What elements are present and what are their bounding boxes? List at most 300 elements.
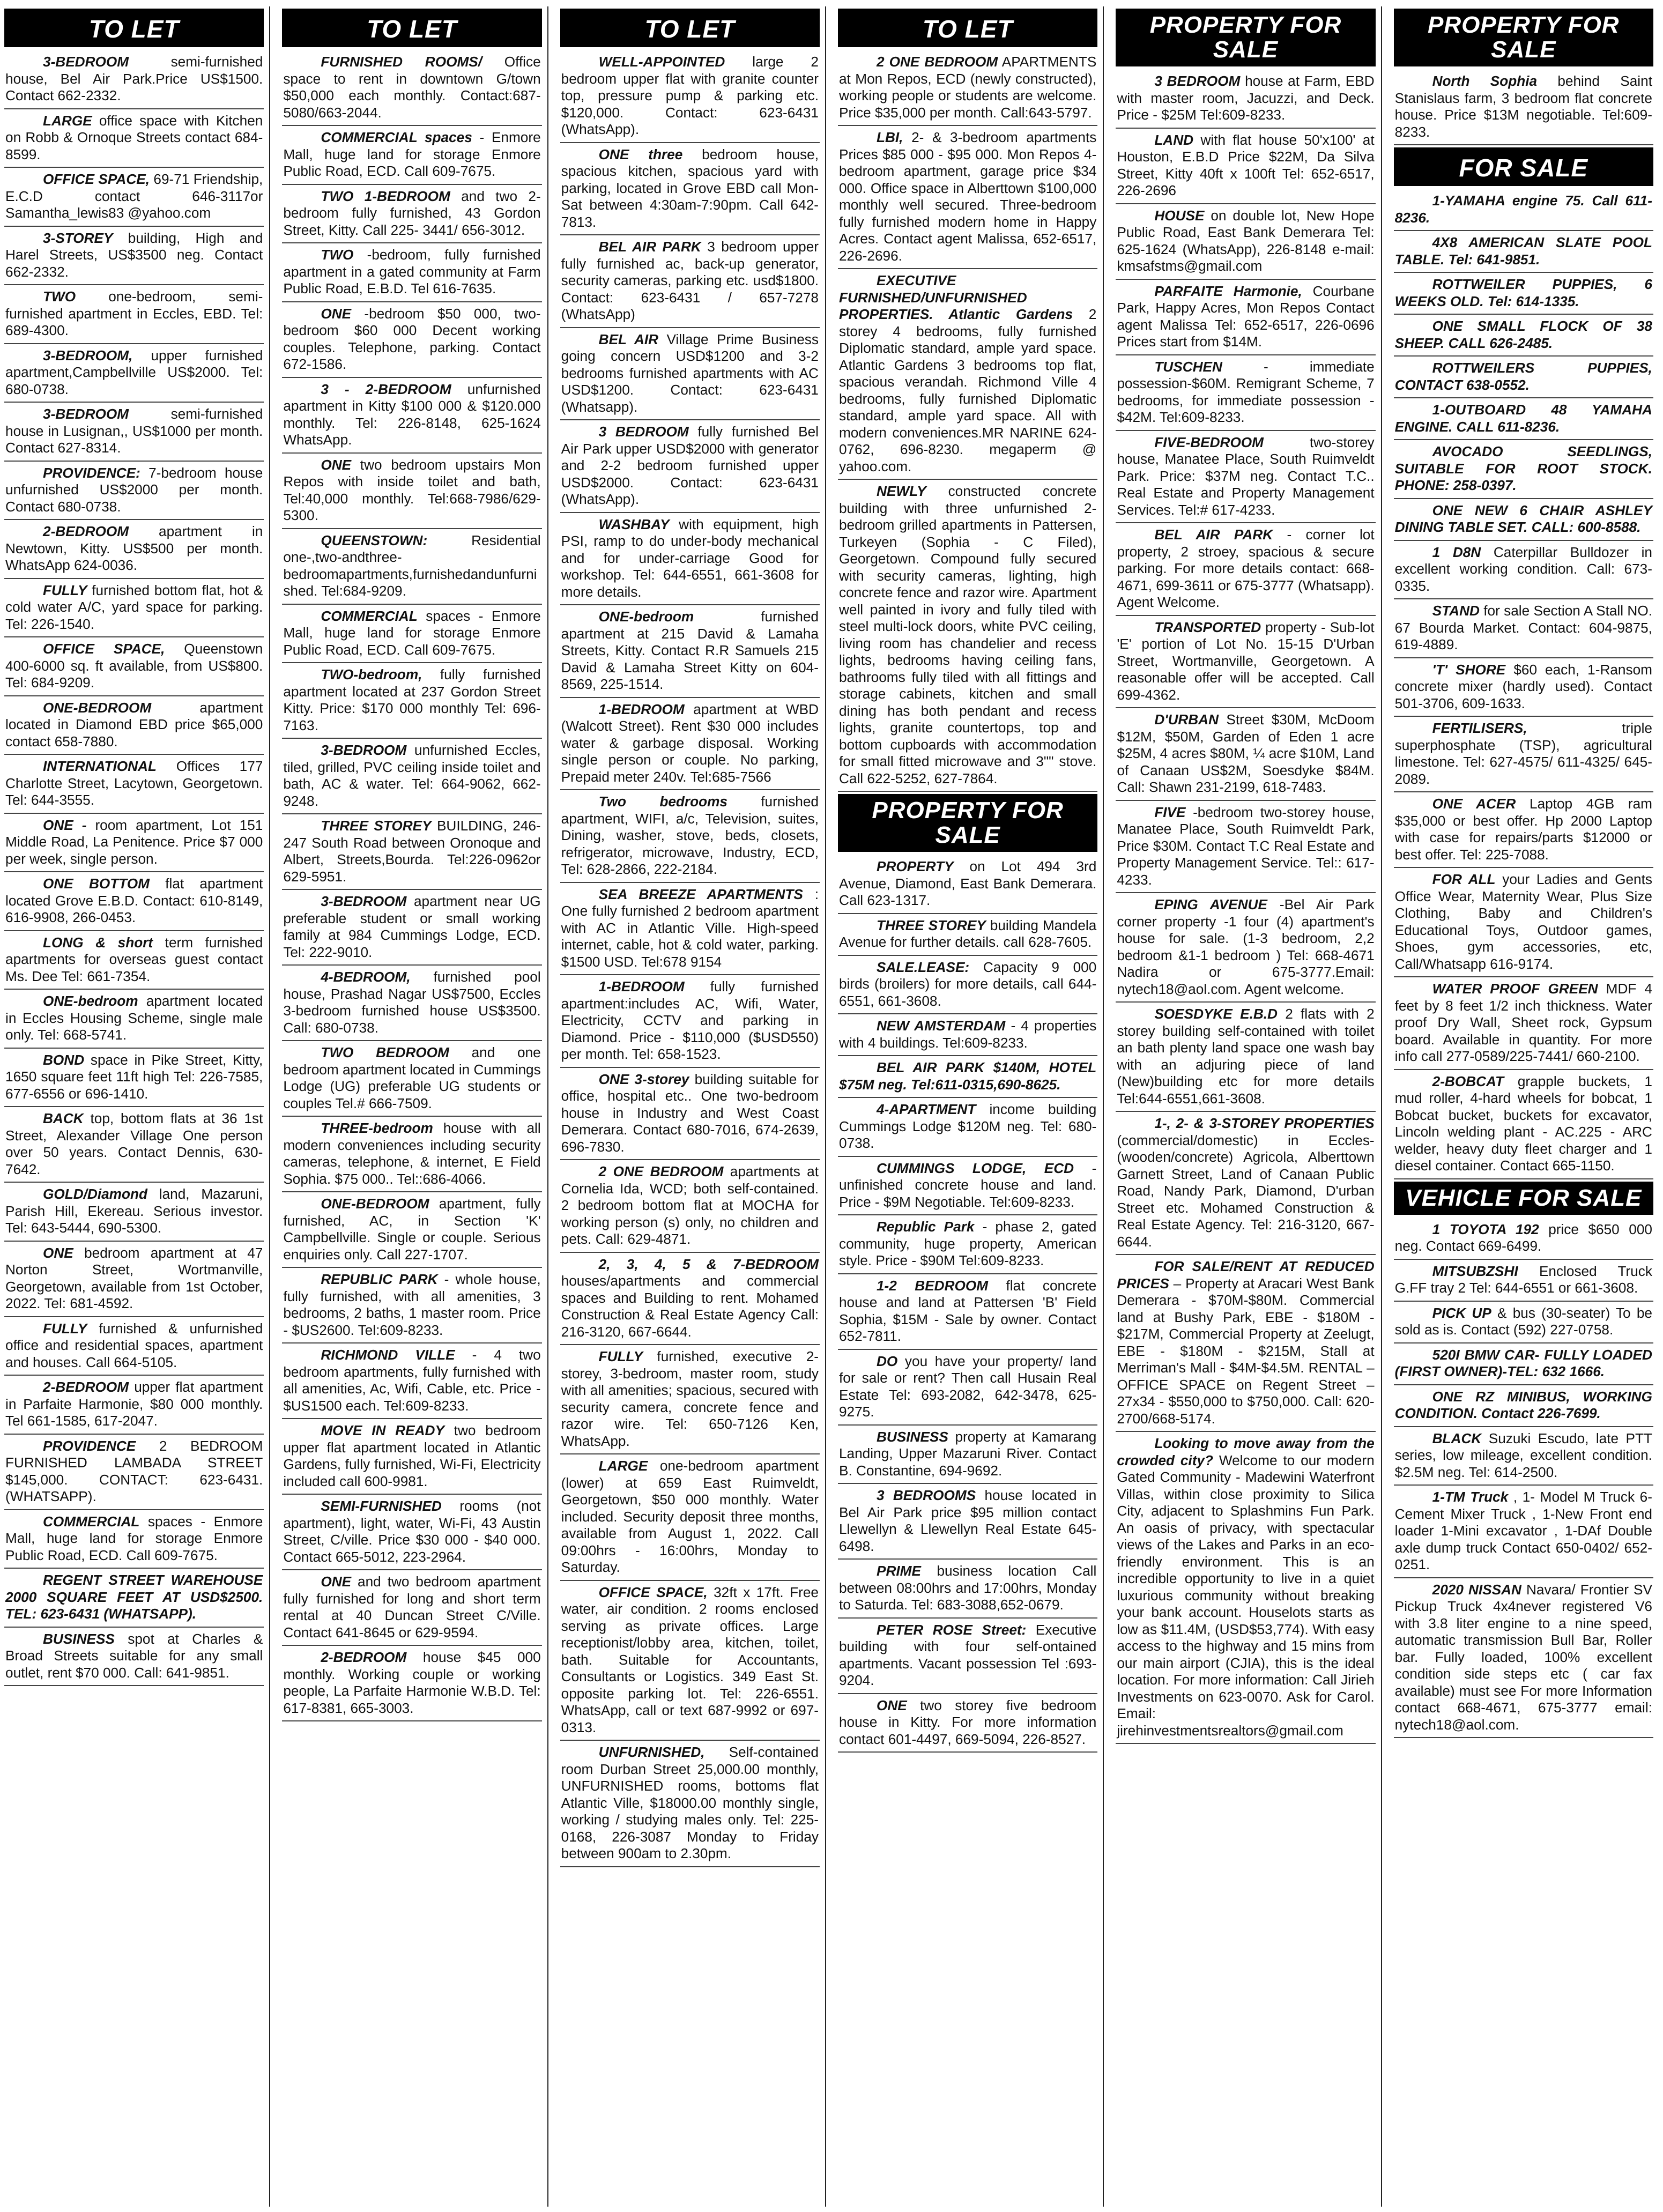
ad-keyword: North Sophia (1432, 73, 1538, 89)
ad-text: you have your property/ land for sale or rent? Then call Husain Real Estate Tel: 693-2082, 642-3478, 625-9275. (838, 1353, 1097, 1420)
ad-keyword: LBI, (876, 129, 903, 145)
ad-text: for sale Section A Stall NO. 67 Bourda Market. Contact: 604-9875, 619-4889. (1394, 603, 1652, 652)
ad-keyword: UNFURNISHED, (598, 1744, 705, 1760)
ad-text: two bedroom upper flat apartment located in Atlantic Gardens, fully furnished, Wi-Fi, Electricity included call 600-9981. (283, 1422, 541, 1489)
classified-ad (4, 579, 264, 638)
classified-ad (560, 235, 820, 328)
ad-keyword: TWO BEDROOM (321, 1044, 449, 1060)
ad-text: Residential one-,two-andthree-bedroomapartments,furnishedandunfurnished. Tel:684-9209. (283, 532, 541, 599)
ad-keyword: 3 BEDROOMS (876, 1487, 976, 1503)
classified-ad (1394, 273, 1653, 315)
classified-ad (1394, 315, 1653, 357)
ad-keyword: 1-, 2- & 3-STOREY PROPERTIES (1154, 1115, 1375, 1131)
classified-ad (4, 403, 264, 462)
ad-keyword: 1-BEDROOM (598, 978, 685, 994)
ad-text: -bedroom $50 000, two-bedroom $60 000 Decent working couples. Telephone, parking. Contact 672-1586. (283, 305, 541, 372)
classified-ad (560, 1741, 820, 1867)
ad-keyword: ONE NEW 6 CHAIR ASHLEY DINING TABLE SET. CALL: 600-8588. (1394, 502, 1652, 535)
ad-text: two storey five bedroom house in Kitty. For more information contact 601-4497, 669-5094, 226-8527. (838, 1697, 1097, 1747)
classified-ad (282, 663, 541, 739)
ad-keyword: ONE (321, 1573, 352, 1590)
ad-text: -bedroom two-storey house, Manatee Place, South Ruimveldt Park, Price $30M. Contact T.C Real Estate and Property Management Service. Tel:: 617-4233. (1117, 804, 1375, 888)
classified-ad (838, 1350, 1097, 1426)
ad-keyword: LAND (1154, 131, 1194, 148)
ad-keyword: ONE SMALL FLOCK OF 38 SHEEP. CALL 626-2485. (1394, 318, 1652, 351)
ad-text: furnished apartment at 215 David & Lamaha Streets, Kitty. Contact R.R Samuels 215 David & Lamaha Street Kitty on 604-8569, 225-1514. (561, 608, 819, 692)
ad-text: -Bel Air Park corner property -1 four (4) apartment's house for sale. (1-3 bedroom, 2,2 bedroom &1-1 bedroom ) Tel: 668-4671 Nadira or 675-3777.Email: nytech18@aol.com. Agent welcome. (1117, 896, 1375, 997)
ad-text: - unfinished concrete house and land. Price - $9M Negotiable. Tel:609-8233. (838, 1160, 1097, 1210)
classifieds-page (4, 6, 1659, 2207)
ad-text: Enclosed Truck G.FF tray 2 Tel: 644-6551 or 661-3608. (1394, 1263, 1652, 1296)
classified-ad (1394, 1427, 1653, 1486)
ad-keyword: MITSUBZSHI (1432, 1263, 1518, 1279)
ad-keyword: OFFICE SPACE, (43, 641, 165, 657)
ad-text: fully furnished apartment located at 237 Gordon Street Kitty. Price: $170 000 monthly Tel: 696-7163. (283, 666, 541, 733)
ad-text: apartment, fully furnished, AC, in Section 'K' Campbellville. Single or couple. Serious enquiries only. Call 227-1707. (283, 1196, 541, 1263)
ad-keyword: 520I BMW CAR- FULLY LOADED (FIRST OWNER)-TEL: 632 1666. (1394, 1346, 1652, 1379)
ad-keyword: OFFICE SPACE, (43, 171, 150, 187)
classified-ad (4, 696, 264, 755)
classified-ad (1116, 893, 1375, 1003)
classified-ad (838, 956, 1097, 1015)
section-header: FOR SALE (1394, 147, 1653, 186)
ad-keyword: 1 TOYOTA 192 (1432, 1221, 1539, 1237)
ad-keyword: PROPERTY (876, 858, 954, 874)
classified-ad (4, 990, 264, 1049)
classified-ad (4, 1183, 264, 1242)
ad-keyword: PRIME (876, 1563, 921, 1579)
classified-ad (560, 50, 820, 143)
classified-ad (560, 975, 820, 1068)
classified-ad (1394, 189, 1653, 231)
ad-text: 2 storey 4 bedrooms, fully furnished Diplomatic standard, ample yard space. Atlantic Gardens 3 bedrooms top flat, spacious verandah. Richmond Ville 4 bedrooms, fully furnished Diplomatic standard, ample yard space. All with modern conveniences.MR NARINE 624-0762, 696-8230. megaperm @ yahoo.com. (838, 306, 1097, 474)
ad-keyword: BEL AIR (598, 331, 659, 347)
section-header: TO LET (282, 9, 541, 47)
ad-keyword: 3-BEDROOM (43, 406, 129, 422)
classified-ad (560, 1160, 820, 1253)
ad-text: Street $30M, McDoom $12M, $50M, Garden of Eden 1 acre $25M, 4 acres $80M, ¼ acre $10M, Land of Canaan US$2M, Soesdyke $84M. Call: Shawn 231-2199, 618-7483. (1117, 711, 1375, 795)
ad-text: one-bedroom apartment (lower) at 659 East Ruimveldt, Georgetown, $50 000 monthly. Water included. Security deposit three months, available from August 1, 2022. Call 09:00hrs - 16:00hrs, Monday to Saturday. (561, 1458, 819, 1575)
ad-text: house at Farm, EBD with master room, Jacuzzi, and Deck. Price - $25M Tel:609-8233. (1117, 73, 1375, 123)
ad-text: : One fully furnished 2 bedroom apartment with AC in Atlantic Ville. High-speed internet, cable, hot & cold water, parking. $1500 USD. Tel:678 9154 (561, 886, 819, 970)
ad-keyword: THREE-bedroom (321, 1120, 433, 1136)
classified-ad (1394, 70, 1653, 145)
ad-keyword: ONE-bedroom (43, 993, 138, 1009)
ad-text: building Mandela Avenue for further details. call 628-7605. (838, 917, 1097, 950)
classified-ad (4, 1107, 264, 1183)
classified-ad (1116, 204, 1375, 280)
ad-text: furnished & unfurnished office and residential spaces, apartment and houses. Call 664-5105. (5, 1320, 263, 1370)
ad-keyword: ROTTWEILERS PUPPIES, CONTACT 638-0552. (1394, 360, 1652, 393)
ad-keyword: INTERNATIONAL (43, 758, 157, 774)
ad-text: Executive building with four self-ontained apartments. Vacant possession Tel :693-9204. (838, 1621, 1097, 1688)
ad-text: - 4 properties with 4 buildings. Tel:609-8233. (838, 1018, 1097, 1051)
classified-ad (1394, 599, 1653, 658)
classified-ad (282, 1343, 541, 1419)
ad-text: house located in Bel Air Park price $95 million contact Llewellyn & Llewellyn Real Estate 645-6498. (838, 1487, 1097, 1554)
classified-ad (838, 1098, 1097, 1157)
ad-text: price $650 000 neg. Contact 669-6499. (1394, 1221, 1652, 1254)
ad-keyword: LARGE (43, 112, 92, 129)
ad-text: property at Kamarang Landing, Upper Mazaruni River. Contact B. Constantine, 694-9692. (838, 1428, 1097, 1479)
classified-ad (560, 1253, 820, 1346)
ad-keyword: BEL AIR PARK (598, 239, 701, 255)
classified-ad (4, 814, 264, 873)
classified-ad (282, 605, 541, 664)
classified-ad (4, 227, 264, 286)
classified-ad (282, 302, 541, 378)
classified-ad (4, 109, 264, 168)
ad-text: (commercial/domestic) in Eccles-(wooden/concrete) Agricola, Alberttown Garnett Street, Land of Canaan Public Road, Nandy Park, Diamond, D'urban Street etc. Mohamed Construction & Real Estate Agency. Tel: 216-3120, 667-6644. (1117, 1132, 1375, 1250)
ad-keyword: ONE RZ MINIBUS, WORKING CONDITION. Contact 226-7699. (1394, 1388, 1652, 1421)
ad-keyword: SEMI-FURNISHED (321, 1498, 442, 1514)
section-header: PROPERTY FOR SALE (1394, 9, 1653, 66)
ad-text: with flat house 50'x100' at Houston, E.B.D Price $22M, Da Silva Street, Kitty 40ft x 100ft Tel: 652-6517, 226-2696 (1117, 131, 1375, 198)
classified-ad (1116, 355, 1375, 431)
ad-text: business location Call between 08:00hrs and 17:00hrs, Monday to Saturda. Tel: 683-3088,652-0679. (838, 1563, 1097, 1613)
ad-text: fully furnished apartment:includes AC, Wifi, Water, Electricity, CCTV and parking in Diamond. Price - $110,000 ($USD550) per month. Tel: 658-1523. (561, 978, 819, 1062)
classified-ad (838, 855, 1097, 914)
ad-text: semi-furnished house in Lusignan,, US$1000 per month. Contact 627-8314. (5, 406, 263, 456)
ad-keyword: ONE ACER (1432, 796, 1516, 812)
ad-keyword: 1-BEDROOM (598, 701, 685, 717)
classified-ad (282, 1570, 541, 1646)
ad-keyword: BUSINESS (43, 1630, 115, 1647)
classified-ad (1394, 1343, 1653, 1385)
section-header: TO LET (560, 9, 820, 47)
ad-text: furnished apartment, WIFI, a/c, Television, suites, Dining, washer, stove, beds, closets, refrigerator, microwave, Industry, ECD, Tel: 628-2866, 222-2184. (561, 793, 819, 877)
ad-keyword: Republic Park (876, 1219, 975, 1235)
column-6 (1394, 6, 1659, 2207)
classified-ad (1394, 1218, 1653, 1260)
ad-keyword: 3 BEDROOM (1154, 73, 1241, 89)
ad-keyword: 2, 3, 4, 5 & 7-BEDROOM (598, 1256, 819, 1272)
ad-text: Self-contained room Durban Street 25,000.00 monthly, UNFURNISHED rooms, bottoms flat Atlantic Ville, $18000.00 monthly single, working / studying males only. Tel: 225-0168, 226-3087 Monday to Friday between 900am to 2.30pm. (561, 1744, 819, 1861)
ad-keyword: COMMERCIAL (43, 1513, 140, 1530)
ad-keyword: BEL AIR PARK $140M, HOTEL $75M neg. Tel:611-0315,690-8625. (838, 1059, 1097, 1093)
ad-text: -bedroom, fully furnished apartment in a gated community at Farm Public Road, E.B.D. Tel 616-7635. (283, 247, 541, 296)
classified-ad (282, 814, 541, 890)
classified-ad (560, 883, 820, 976)
ad-keyword: BEL AIR PARK (1154, 526, 1273, 543)
ad-text: furnished, executive 2-storey, 3-bedroom, master room, study with all amenities; spacious, secured with security camera, concrete fence and razor wire. Tel: 650-7126 Ken, WhatsApp. (561, 1348, 819, 1449)
classified-ad (4, 168, 264, 227)
column-5 (1116, 6, 1382, 2207)
classified-ad (4, 520, 264, 579)
classified-ad (1394, 792, 1653, 868)
ad-keyword: 1-TM Truck (1432, 1489, 1509, 1505)
ad-keyword: ONE-BEDROOM (43, 699, 152, 716)
ad-text: Queenstown 400-6000 sq. ft available, from US$800. Tel: 684-9209. (5, 641, 263, 691)
ad-text: apartment at WBD (Walcott Street). Rent $30 000 includes water & garbage disposal. Working single person or couple. No parking, Prepaid meter 240v. Tel:685-7566 (561, 701, 819, 785)
ad-keyword: 1 D8N (1432, 544, 1481, 560)
classified-ad (838, 480, 1097, 792)
classified-ad (1394, 1260, 1653, 1302)
classified-ad (838, 1157, 1097, 1216)
ad-keyword: BUSINESS (876, 1428, 948, 1445)
classified-ad (1116, 280, 1375, 355)
ad-text: 7-bedroom house unfurnished US$2000 per month. Contact 680-0738. (5, 464, 263, 515)
classified-ad (4, 50, 264, 109)
ad-text: Navara/ Frontier SV Pickup Truck 4x4never registered V6 with 3.8 liter engine to a nine speed, automatic transmission Bull Bar, Roller bar. Fully loaded, 100% excellent condition side steps etc ( car fax available) must see For more Information contact 668-4671, 675-3777 email: nytech18@aol.com. (1394, 1581, 1652, 1733)
classified-ad (4, 1049, 264, 1108)
column-4 (838, 6, 1104, 2207)
classified-ad (282, 50, 541, 126)
ad-keyword: QUEENSTOWN: (321, 532, 428, 548)
classified-ad (1394, 231, 1653, 273)
ad-text: two-storey house, Manatee Place, South Ruimveldt Park. Price: $37M neg. Contact T.C.. Real Estate and Property Management Services. Tel:# 617-4233. (1117, 434, 1375, 518)
ad-keyword: 2020 NISSAN (1432, 1581, 1521, 1598)
ad-keyword: EPING AVENUE (1154, 896, 1267, 912)
ad-keyword: STAND (1432, 603, 1480, 619)
classified-ad (560, 420, 820, 513)
ad-keyword: REGENT STREET WAREHOUSE 2000 SQUARE FEET AT USD$2500. TEL: 623-6431 (WHATSAPP). (5, 1572, 263, 1622)
ad-text: behind Saint Stanislaus farm, 3 bedroom flat concrete house. Price $13M negotiable. Tel:609-8233. (1394, 73, 1652, 140)
classified-ad (1116, 708, 1375, 801)
classified-ad (838, 914, 1097, 956)
ad-text: unfurnished Eccles, tiled, grilled, PVC ceiling inside toilet and bath, AC & water. Tel: 664-9062, 662-9248. (283, 742, 541, 809)
classified-ad (282, 890, 541, 966)
ad-keyword: OFFICE SPACE, (598, 1584, 708, 1600)
classified-ad (282, 454, 541, 529)
classified-ad (838, 1215, 1097, 1274)
ad-keyword: PROVIDENCE (43, 1437, 136, 1454)
ad-keyword: NEWLY (876, 483, 926, 499)
ad-keyword: PROVIDENCE: (43, 464, 140, 481)
classified-ad (838, 1619, 1097, 1694)
ad-text: on Lot 494 3rd Avenue, Diamond, East Bank Demerara. Call 623-1317. (838, 858, 1097, 908)
ad-keyword: EXECUTIVE FURNISHED/UNFURNISHED PROPERTIES. Atlantic Gardens (838, 272, 1073, 322)
ad-keyword: ONE 3-storey (598, 1071, 689, 1087)
column-1 (4, 6, 270, 2207)
classified-ad (282, 126, 541, 185)
ad-keyword: ONE (321, 456, 352, 473)
column-2 (282, 6, 548, 2207)
classified-ad (838, 1056, 1097, 1098)
ad-text: spaces - Enmore Mall, huge land for storage Enmore Public Road, ECD. Call 609-7675. (5, 1513, 263, 1563)
ad-keyword: 2-BEDROOM (43, 1379, 129, 1395)
classified-ad (4, 1435, 264, 1510)
classified-ad (560, 143, 820, 236)
classified-ad (1116, 431, 1375, 524)
ad-text: 69-71 Friendship, E.C.D contact 646-3117or Samantha_lewis83 @yahoo.com (5, 171, 263, 221)
ad-keyword: D'URBAN (1154, 711, 1219, 728)
ad-keyword: PARFAITE Harmonie, (1154, 283, 1302, 299)
ad-text: and two bedroom apartment fully furnished for long and short term rental at 40 Duncan Street C/Ville. Contact 641-8645 or 629-9594. (283, 1573, 541, 1641)
ad-keyword: 1-YAMAHA engine 75. Call 611-8236. (1394, 192, 1652, 226)
ad-keyword: FURNISHED ROOMS/ (321, 54, 482, 70)
ad-keyword: REPUBLIC PARK (321, 1271, 438, 1287)
classified-ad (282, 1646, 541, 1721)
ad-keyword: TUSCHEN (1154, 358, 1222, 375)
ad-text: Caterpillar Bulldozer in excellent working condition. Call: 673-0335. (1394, 544, 1652, 594)
ad-text: on double lot, New Hope Public Road, East Bank Demerara Tel: 625-1624 (WhatsApp), 226-8148 e-mail: kmsafstms@gmail.com (1117, 207, 1375, 274)
classified-ad (838, 1484, 1097, 1560)
column-3 (560, 6, 826, 2207)
ad-text: 32ft x 17ft. Free water, air condition. 2 rooms enclosed serving as private offices. Large receptionist/lobby area, kitchen, toilet, bath. Suitable for Accountants, Consultants or Logistics. 349 East St. opposite parking lot. Tel: 226-6551. WhatsApp, call or text 687-9992 or 697-0313. (561, 1584, 819, 1735)
classified-ad (1394, 440, 1653, 499)
ad-keyword: PETER ROSE Street: (876, 1621, 1027, 1638)
ad-text: - corner lot property, 2 stroey, spacious & secure parking. For more details contact: 668-4671, 699-3611 or 675-3777 (Whatsapp). Agent Welcome. (1117, 526, 1375, 610)
ad-text: spaces - Enmore Mall, huge land for storage Enmore Public Road, ECD. Call 609-7675. (283, 607, 541, 658)
ad-text: Village Prime Business going concern USD$1200 and 3-2 bedrooms furnished apartments with AC USD$1200. Contact: 623-6431 (Whatsapp). (561, 331, 819, 415)
ad-keyword: WELL-APPOINTED (598, 54, 725, 70)
ad-keyword: 4-APARTMENT (876, 1101, 976, 1117)
ad-text: - whole house, fully furnished, with all amenities, 3 bedrooms, 2 baths, 1 master room. Price - $US2600. Tel:609-8233. (283, 1271, 541, 1338)
classified-ad (1394, 717, 1653, 792)
section-header: TO LET (4, 9, 264, 47)
classified-ad (838, 50, 1097, 126)
ad-keyword: FULLY (43, 1320, 87, 1337)
ad-text: house with all modern conveniences including security cameras, telephone, & internet, E Field Sophia. $75 000.. Tel::686-4066. (283, 1120, 541, 1187)
ad-text: MDF 4 feet by 8 feet 1/2 inch thickness. Water proof Dry Wall, Sheet rock, Gypsum board. Available in quantity. For more info call 277-0589/225-7441/ 660-2100. (1394, 981, 1652, 1064)
ad-keyword: 4-BEDROOM, (321, 969, 411, 985)
classified-ad (1116, 801, 1375, 894)
ad-text: houses/apartments and commercial spaces and Building to rent. Mohamed Construction & Real Estate Agency Call: 216-3120, 667-6644. (561, 1273, 819, 1340)
ad-keyword: 2 ONE BEDROOM (598, 1163, 724, 1179)
classified-ad (4, 1376, 264, 1435)
ad-keyword: ONE three (598, 146, 683, 162)
ad-keyword: ONE - (43, 816, 87, 833)
ad-keyword: ROTTWEILER PUPPIES, 6 WEEKS OLD. Tel: 614-1335. (1394, 276, 1652, 309)
classified-ad (282, 1117, 541, 1192)
classified-ad (560, 328, 820, 421)
classified-ad (1116, 616, 1375, 709)
ad-text: flat apartment located Grove E.B.D. Contact: 610-8149, 616-9908, 266-0453. (5, 875, 263, 925)
classified-ad (1394, 398, 1653, 440)
classified-ad (1394, 1385, 1653, 1427)
classified-ad (4, 1510, 264, 1569)
classified-ad (4, 285, 264, 344)
ad-keyword: 3 BEDROOM (598, 424, 689, 440)
ad-keyword: 1-OUTBOARD 48 YAMAHA ENGINE. CALL 611-8236. (1394, 402, 1652, 435)
ad-text: two bedroom upstairs Mon Repos with inside toilet and bath, Tel:40,000 monthly. Tel:668-7986/629-5300. (283, 456, 541, 523)
classified-ad (4, 1628, 264, 1687)
classified-ad (4, 637, 264, 696)
ad-keyword: CUMMINGS LODGE, ECD (876, 1160, 1074, 1176)
ad-keyword: 2-BOBCAT (1432, 1073, 1504, 1089)
ad-keyword: ONE (43, 1244, 73, 1261)
ad-keyword: FIVE (1154, 804, 1186, 820)
classified-ad (1116, 129, 1375, 204)
ad-keyword: 3-STOREY (43, 229, 113, 246)
ad-keyword: MOVE IN READY (321, 1422, 444, 1438)
ad-text: APARTMENTS at Mon Repos, ECD (newly constructed), working people or students are welcome. Price $35,000 per month. Call:643-5797. (838, 54, 1097, 121)
ad-text: apartment located in Diamond EBD price $65,000 contact 658-7880. (5, 699, 263, 749)
classified-ad (560, 513, 820, 606)
ad-text: grapple buckets, 1 mud roller, 4-hard wheels for bobcat, 1 Bobcat bucket, buckets for excavator, Lincoln welding plant - AC.225 - ARC welder, heavy duty fleet charger and 1 diesel container. Contact 665-1150. (1394, 1073, 1652, 1174)
ad-keyword: COMMERCIAL (321, 607, 418, 624)
classified-ad (838, 1426, 1097, 1484)
classified-ad (4, 931, 264, 990)
ad-keyword: TWO (321, 247, 354, 263)
ad-keyword: TRANSPORTED (1154, 619, 1261, 635)
ad-text: constructed concrete building with three unfurnished 2-bedroom grilled apartments in Pattersen, Turkeyen (Sophia - C Filed), Georgetown. Compound fully secured with security cameras, lighting, high concrete fence and razor wire. Apartment well painted in ivory and fully tiled with steel multi-lock doors, white PVC ceiling, living room has chandelier and recess lights, bedrooms having ceiling fans, bathrooms fully tiled with all fittings and storage cabinets, kitchen and small dining has both pendant and recess lights, granite countertops, top and bottom cupboards with accommodation for small fitted microwave and 3"" stove. Call 622-5252, 627-7864. (838, 483, 1097, 786)
ad-text: BUILDING, 246-247 South Road between Oronoque and Albert, Streets,Bourda. Tel:226-0962or 629-5951. (283, 818, 541, 885)
classified-ad (282, 185, 541, 244)
ad-keyword: FERTILISERS, (1432, 720, 1527, 736)
classified-ad (282, 1041, 541, 1117)
ad-text: room apartment, Lot 151 Middle Road, La Penitence. Price $7 000 per week, single person. (5, 816, 263, 867)
ad-keyword: 3-BEDROOM (43, 54, 129, 70)
ad-text: 2- & 3-bedroom apartments Prices $85 000 - $95 000. Mon Repos 4-bedroom apartment, garage price $34 000. Office space in Alberttown $100,000 monthly well secured. Three-bedroom fully furnished modern home in Happy Acres. Contact agent Malissa, 652-6517, 226-2696. (838, 129, 1097, 264)
classified-ad (282, 1419, 541, 1495)
ad-keyword: TWO-bedroom, (321, 666, 422, 682)
ad-keyword: BACK (43, 1110, 84, 1126)
ad-keyword: SOESDYKE E.B.D (1154, 1006, 1278, 1022)
classified-ad (1116, 1003, 1375, 1112)
ad-keyword: BOND (43, 1051, 85, 1068)
ad-text: rooms (not apartment), light, water, Wi-Fi, 43 Austin Street, C/ville. Price $30 000 - $40 000. Contact 665-5012, 223-2964. (283, 1498, 541, 1565)
ad-keyword: 3-BEDROOM (321, 893, 407, 909)
ad-text: & bus (30-seater) To be sold as is. Contact (592) 227-0758. (1394, 1304, 1652, 1338)
ad-text: Laptop 4GB ram $35,000 or best offer. Hp 2000 Laptop with case for repairs/parts $12000 or best offer. Tel: 225-7088. (1394, 796, 1652, 863)
ad-text: Welcome to our modern Gated Community - Madewini Waterfront Villas, within close proximity to Silica City, adjacent to Splashmins Fun Park. An oasis of privacy, with spectacular views of the Lakes and Parks in an eco-friendly environment. This is an incredible opportunity to live in a quiet luxurious community without breaking your bank account. Houselots starts as low as $11.4M, (USD$53,774). With easy access to the highway and 15 mins from our main airport (CJIA), this is the ideal location. For more information: Call Jirieh Investments on 623-0070. Ask for Carol. Email: jirehinvestmentsrealtors@gmail.com (1117, 1452, 1375, 1739)
ad-text: fully furnished Bel Air Park upper USD$2000 with generator and 2-2 bedroom furnished upper USD$2000. Contact: 623-6431 (WhatsApp). (561, 424, 819, 507)
section-header: TO LET (838, 9, 1097, 47)
ad-text: - 4 two bedroom apartments, fully furnished with all amenities, Ac, Wifi, Cable, etc. Price - $US1500 each. Tel:609-8233. (283, 1347, 541, 1414)
ad-text: spot at Charles & Broad Streets suitable for any small outlet, rent $70 000. Call: 641-9851. (5, 1630, 263, 1681)
ad-keyword: FULLY (43, 582, 87, 598)
ad-text: apartment in Newtown, Kitty. US$500 per month. WhatsApp 624-0036. (5, 523, 263, 573)
classified-ad (1116, 1432, 1375, 1744)
classified-ad (4, 1317, 264, 1376)
classified-ad (1394, 1302, 1653, 1343)
ad-text: - immediate possession-$60M. Remigrant Scheme, 7 bedrooms, for immediate possession - $42M. Tel:609-8233. (1117, 358, 1375, 425)
ad-keyword: LONG & short (43, 934, 153, 951)
ad-text: land, Mazaruni, Parish Hill, Ekereau. Serious investor. Tel: 643-5444, 690-5300. (5, 1186, 263, 1236)
ad-text: 2 flats with 2 storey building self-contained with toilet an bath plenty land space one wash bay with an adjuring piece of land (New)building etc for more details Tel:644-6551,661-3608. (1117, 1006, 1375, 1107)
ad-text: building, High and Harel Streets, US$3500 neg. Contact 662-2332. (5, 229, 263, 280)
ad-keyword: SEA BREEZE APARTMENTS (598, 886, 803, 902)
ad-text: triple superphosphate (TSP), agricultural limestone. Tel: 627-4575/ 611-4325/ 645-2089. (1394, 720, 1652, 787)
classified-ad (282, 529, 541, 605)
classified-ad (1116, 1255, 1375, 1432)
classified-ad (1394, 1070, 1653, 1179)
ad-text: 2 BEDROOM FURNISHED LAMBADA STREET $145,000. CONTACT: 623-6431. (WHATSAPP). (5, 1437, 263, 1504)
classified-ad (1394, 1578, 1653, 1739)
classified-ad (560, 1068, 820, 1161)
ad-text: top, bottom flats at 36 1st Street, Alexander Village One person over 50 years. Contact Dennis, 630-7642. (5, 1110, 263, 1177)
classified-ad (560, 1345, 820, 1454)
ad-text: Suzuki Escudo, late PTT series, low mileage, excellent condition. $2.5M neg. Tel: 614-2500. (1394, 1430, 1652, 1480)
classified-ad (560, 698, 820, 791)
classified-ad (1394, 868, 1653, 977)
ad-text: apartments at Cornelia Ida, WCD; both self-contained. 2 bedroom bottom flat at MOCHA for working person (s) only, no children and pets. Call: 629-4871. (561, 1163, 819, 1247)
classified-ad (838, 269, 1097, 480)
ad-keyword: THREE STOREY (876, 917, 986, 933)
ad-text: apartment located in Eccles Housing Scheme, single male only. Tel: 668-5741. (5, 993, 263, 1043)
ad-text: one-bedroom, semi-furnished apartment in Eccles, EBD. Tel: 689-4300. (5, 288, 263, 338)
ad-keyword: FULLY (598, 1348, 643, 1364)
ad-keyword: AVOCADO SEEDLINGS, SUITABLE FOR ROOT STOCK. PHONE: 258-0397. (1394, 443, 1652, 493)
ad-text: Office space to rent in downtown G/town $50,000 each monthly. Contact:687-5080/663-2044. (283, 54, 541, 121)
ad-keyword: BLACK (1432, 1430, 1482, 1446)
ad-keyword: HOUSE (1154, 207, 1205, 224)
ad-keyword: ONE (321, 305, 352, 322)
section-header: VEHICLE FOR SALE (1394, 1182, 1653, 1215)
ad-keyword: TWO (43, 288, 76, 305)
ad-text: house $45 000 monthly. Working couple or working people, La Parfaite Harmonie W.B.D. Tel: 617-8381, 665-3003. (283, 1649, 541, 1716)
ad-text: furnished bottom flat, hot & cold water A/C, yard space for parking. Tel: 226-1540. (5, 582, 263, 632)
classified-ad (282, 1192, 541, 1268)
ad-keyword: 2-BEDROOM (43, 523, 129, 539)
classified-ad (838, 1694, 1097, 1753)
ad-keyword: FOR SALE/RENT AT REDUCED PRICES (1117, 1258, 1375, 1291)
ad-keyword: 2 ONE BEDROOM (876, 54, 998, 70)
ad-text: space in Pike Street, Kitty, 1650 square feet 11ft high Tel: 226-7585, 677-6556 or 696-1410. (5, 1051, 263, 1102)
ad-text: – Property at Aracari West Bank Demerara - $70M-$80M. Commercial land at Bushy Park, EBE - $180M - $217M, Commercial Property at Zeelugt, EBE - $180M - $215M, Stall at Merriman's Mall - $4M-$4.5M. RENTAL – OFFICE SPACE on Regent Street – 27x34 - $550,000 to $750,000. Call: 620-2700/668-5174. (1117, 1275, 1375, 1427)
